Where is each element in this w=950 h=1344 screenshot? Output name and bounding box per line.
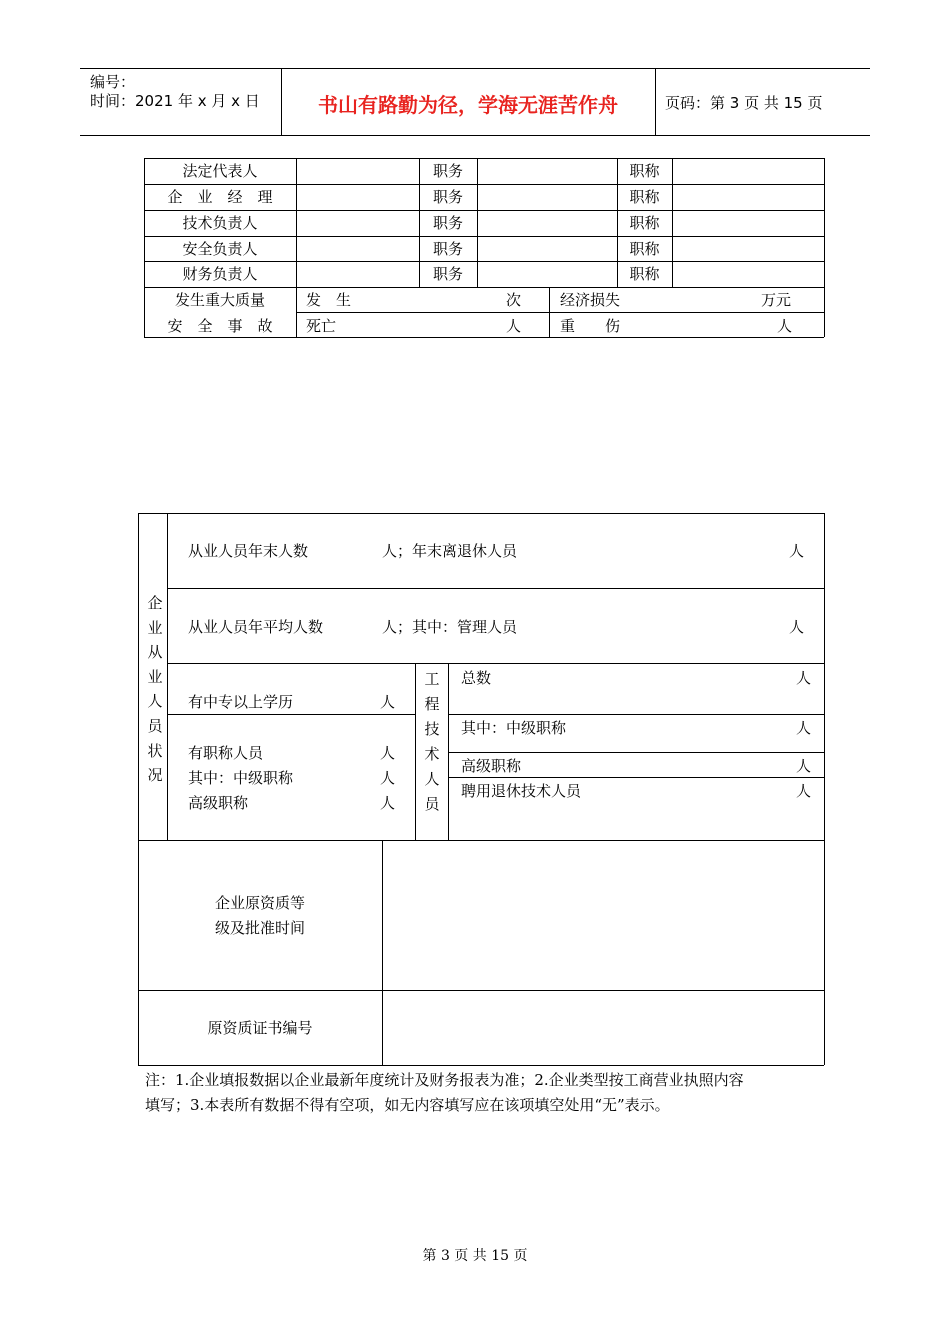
title-label: 职称 xyxy=(629,265,660,283)
eng-mid-title-label: 其中：中级职称 xyxy=(461,719,567,737)
page-footer: 第 3 页 共 15 页 xyxy=(422,1248,528,1264)
title-label: 职称 xyxy=(629,214,660,232)
title-label: 职称 xyxy=(629,188,660,206)
row1-unit: 人 xyxy=(789,542,805,560)
titled-staff-unit: 人 xyxy=(380,744,396,762)
orig-cert-label: 原资质证书编号 xyxy=(207,1019,313,1037)
note-line2: 填写；3.本表所有数据不得有空项，如无内容填写应在该项填空处用“无”表示。 xyxy=(145,1096,670,1114)
motto: 书山有路勤为径，学海无涯苦作舟 xyxy=(318,93,618,117)
side-char: 从 xyxy=(147,643,163,662)
role-label: 财务负责人 xyxy=(182,265,258,283)
eng-char: 员 xyxy=(424,795,440,813)
retired-tech-label: 聘用退休技术人员 xyxy=(461,782,582,800)
side-char: 员 xyxy=(147,716,163,735)
injury-label: 重 伤 xyxy=(560,317,621,335)
eng-char: 技 xyxy=(424,720,440,738)
role-label: 安全负责人 xyxy=(182,240,258,258)
manager-label: 人；其中：管理人员 xyxy=(382,618,518,636)
titled-staff-label: 有职称人员 xyxy=(188,744,264,762)
death-unit: 人 xyxy=(506,317,522,335)
side-char: 企 xyxy=(147,594,163,612)
orig-grade-label-line2: 级及批准时间 xyxy=(214,919,305,937)
accident-label-line1: 发生重大质量 xyxy=(174,291,265,309)
education-unit: 人 xyxy=(380,693,396,711)
retired-staff-label: 人；年末离退休人员 xyxy=(382,542,518,560)
duty-label: 职务 xyxy=(432,240,463,258)
duty-label: 职务 xyxy=(432,265,463,283)
eng-total-label: 总数 xyxy=(461,669,492,687)
eng-char: 人 xyxy=(424,770,440,788)
side-char: 业 xyxy=(147,667,163,686)
note-line1: 注：1.企业填报数据以企业最新年度统计及财务报表为准；2.企业类型按工商营业执照内容 xyxy=(145,1071,744,1089)
duty-label: 职务 xyxy=(432,188,463,206)
side-char: 况 xyxy=(147,766,163,785)
mid-title-label: 其中：中级职称 xyxy=(188,769,294,787)
eng-senior-title-unit: 人 xyxy=(796,757,812,775)
death-label: 死亡 xyxy=(306,317,337,335)
time-label: 时间：2021 年 x 月 x 日 xyxy=(90,92,260,110)
role-label: 企 业 经 理 xyxy=(167,188,273,206)
eng-char: 术 xyxy=(424,745,440,763)
accident-label-line2: 安 全 事 故 xyxy=(167,317,273,335)
retired-tech-unit: 人 xyxy=(796,782,812,800)
engineering-staff-label xyxy=(422,667,442,817)
senior-title-unit: 人 xyxy=(380,794,396,812)
duty-label: 职务 xyxy=(432,214,463,232)
title-label: 职称 xyxy=(629,162,660,180)
orig-grade-label-line1: 企业原资质等 xyxy=(214,894,305,912)
role-label: 法定代表人 xyxy=(182,162,258,180)
year-end-staff-label: 从业人员年末人数 xyxy=(188,542,309,560)
side-char: 业 xyxy=(147,618,163,637)
injury-unit: 人 xyxy=(777,317,793,335)
avg-staff-label: 从业人员年平均人数 xyxy=(188,618,324,636)
loss-label: 经济损失 xyxy=(560,291,621,309)
side-label-staff xyxy=(145,591,165,788)
side-char: 人 xyxy=(147,692,163,711)
eng-mid-title-unit: 人 xyxy=(796,719,812,737)
occur-label: 发 生 xyxy=(306,291,352,309)
duty-label: 职务 xyxy=(432,162,463,180)
loss-unit: 万元 xyxy=(761,291,792,309)
page-info: 页码：第 3 页 共 15 页 xyxy=(665,94,823,112)
title-label: 职称 xyxy=(629,240,660,258)
serial-label: 编号： xyxy=(90,73,136,91)
education-label: 有中专以上学历 xyxy=(188,693,294,711)
eng-total-unit: 人 xyxy=(796,669,812,687)
times-unit: 次 xyxy=(506,291,522,309)
eng-char: 工 xyxy=(424,670,440,688)
role-label: 技术负责人 xyxy=(182,214,258,232)
row2-unit: 人 xyxy=(789,618,805,636)
side-char: 状 xyxy=(147,741,163,760)
mid-title-unit: 人 xyxy=(380,769,396,787)
eng-senior-title-label: 高级职称 xyxy=(461,757,522,775)
senior-title-label: 高级职称 xyxy=(188,794,249,812)
eng-char: 程 xyxy=(424,695,440,713)
